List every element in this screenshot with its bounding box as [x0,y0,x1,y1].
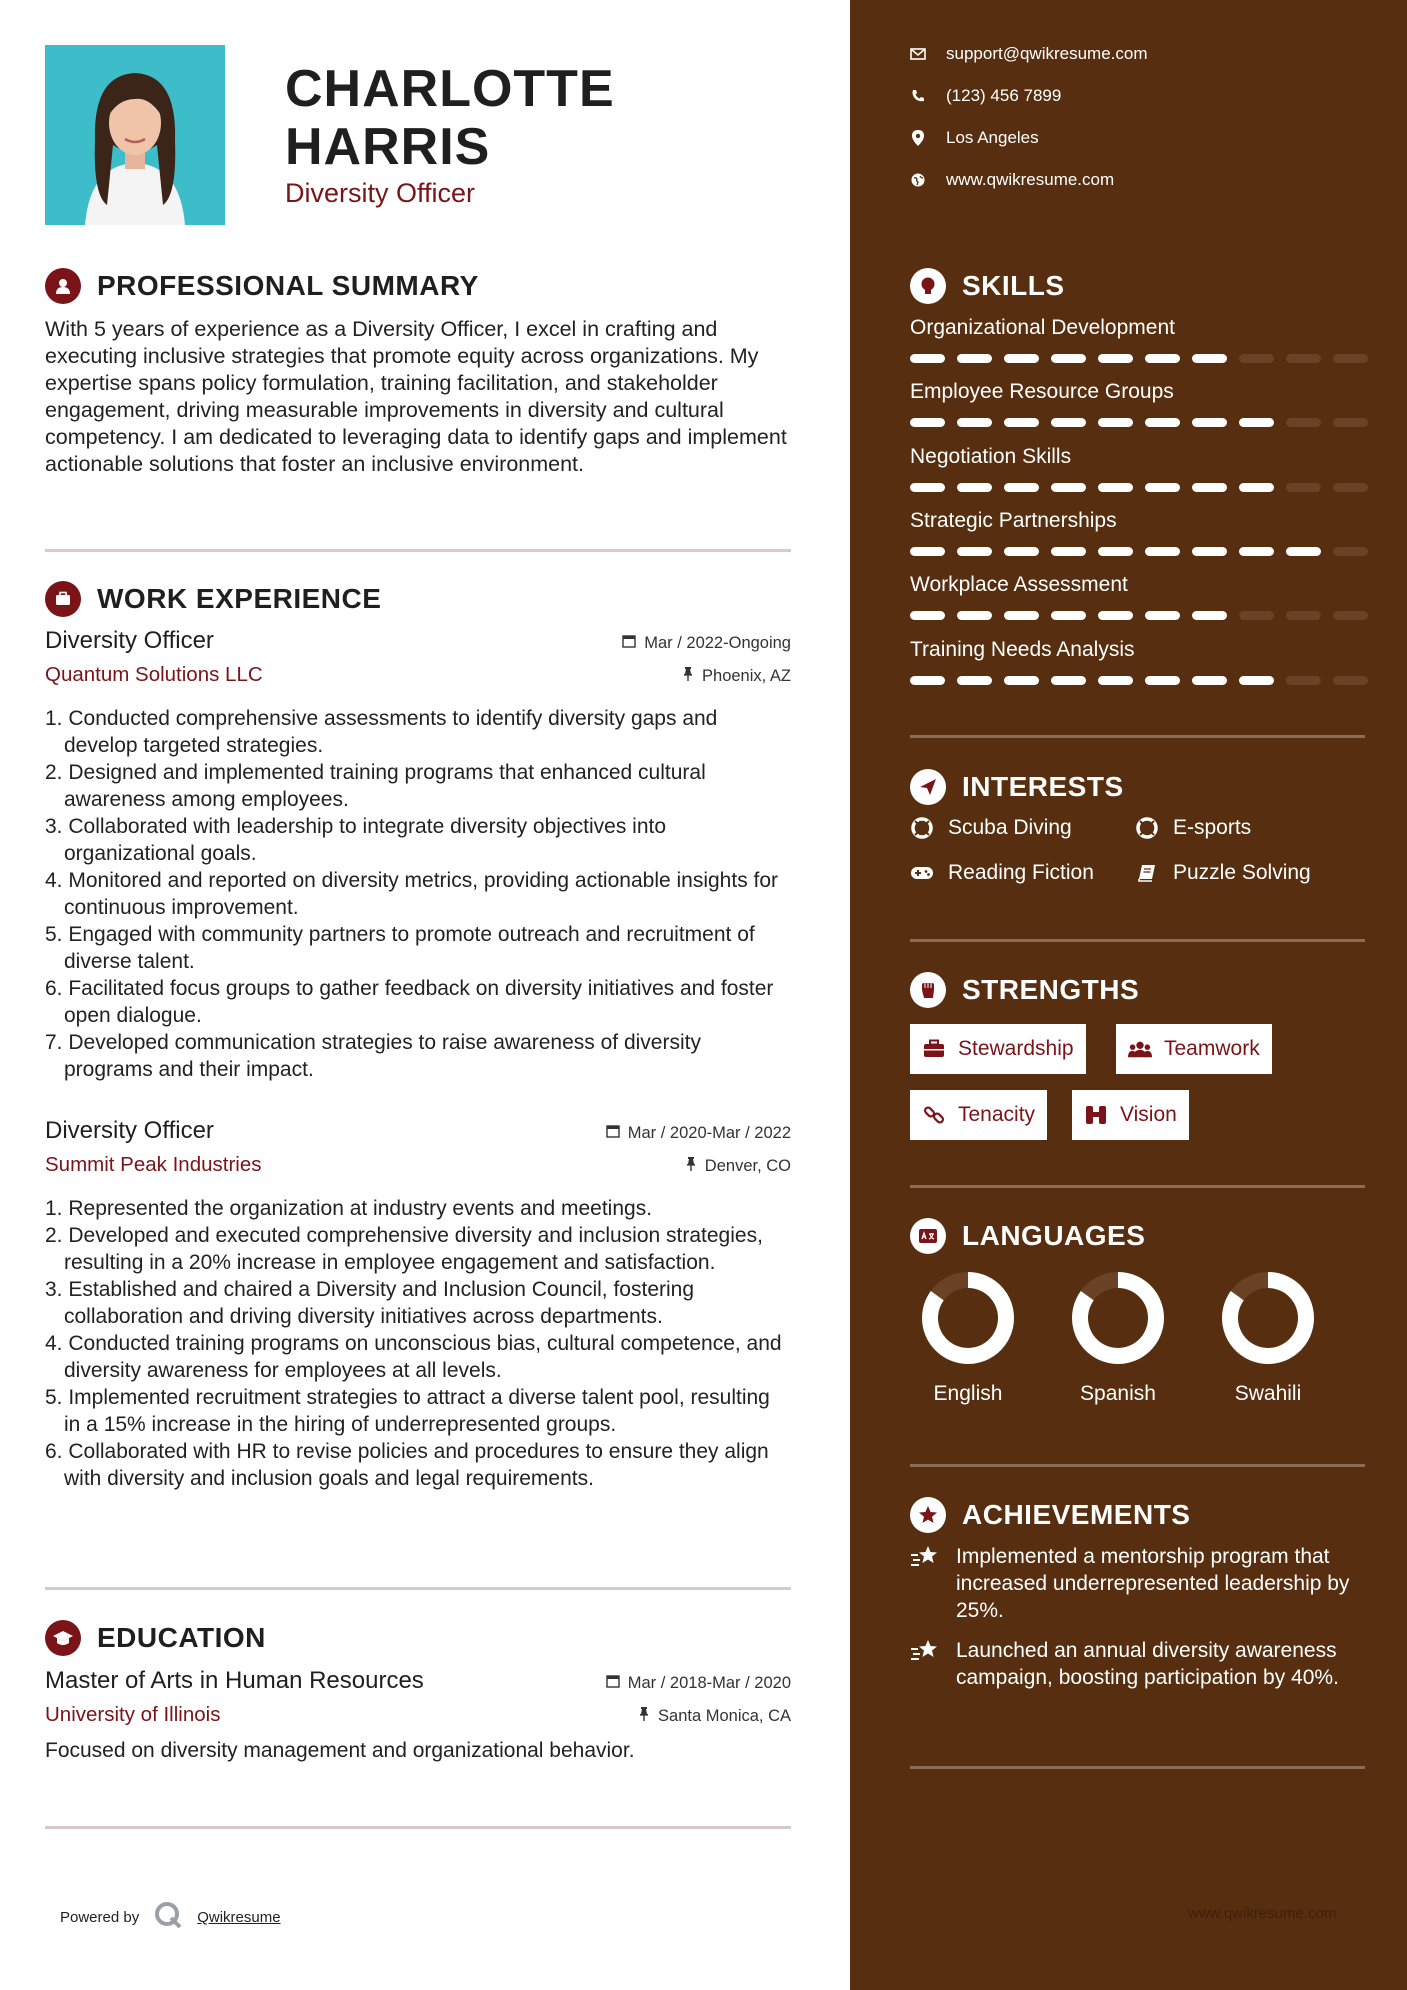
education-heading [45,1620,266,1656]
job-dates [606,1124,791,1143]
list-item: 5. Implemented recruitment strategies to attract a diverse talent pool, resulting in a 15% increase in the hiring of underrepresented groups. [45,1386,770,1436]
skills-heading [910,268,1065,304]
skill-dot-filled [1192,354,1227,363]
skill-rating [910,676,1370,685]
summary-heading [45,268,479,304]
skill-dot-empty [1333,676,1368,685]
paper-plane-icon [910,769,946,805]
job-location-text: Denver, CO [704,1157,791,1175]
envelope-icon [910,46,926,62]
interests-heading [910,769,1124,805]
skill-dot-filled [1051,676,1086,685]
skill-dot-filled [1004,611,1039,620]
job-dates [622,634,791,653]
lightbulb-icon [910,268,946,304]
skill-dot-filled [1051,483,1086,492]
achievements-title: ACHIEVEMENTS [962,1499,1191,1530]
link-icon [922,1103,946,1127]
phone-text: (123) 456 7899 [946,86,1062,105]
skill-dot-filled [1098,611,1133,620]
skill-name: Negotiation Skills [910,445,1072,468]
calendar-icon [606,1674,620,1693]
contact-phone [910,86,1061,106]
skill-dot-filled [1145,418,1180,427]
skill-dot-filled [910,354,945,363]
language-item [1198,1270,1338,1406]
language-proficiency-ring [1070,1270,1166,1366]
divider [910,1185,1365,1188]
skill-dot-filled [1192,676,1227,685]
skill-rating [910,483,1370,492]
job-location [685,1157,791,1176]
education-dates-text: Mar / 2018-Mar / 2020 [627,1674,791,1692]
skill-dot-filled [1192,418,1227,427]
shooting-star-icon [910,1543,942,1575]
job-bullets [45,1195,791,1492]
skill-dot-filled [957,354,992,363]
job-bullets [45,705,791,1083]
candidate-name [285,60,805,176]
skill-item [910,509,1370,556]
skill-dot-filled [1051,611,1086,620]
list-item: 5. Engaged with community partners to promote outreach and recruitment of diverse talent. [45,923,755,973]
users-icon [1128,1037,1152,1061]
sidebar [850,0,1407,1990]
skill-dot-filled [1098,418,1133,427]
location-text: Los Angeles [946,128,1039,147]
interest-item [910,816,1072,840]
summary-text: With 5 years of experience as a Diversity Officer, I excel in crafting and executing inclusive strategies that promote equity across organizations. My expertise spans policy formulation, training facilitation, and stakeholder engagement, driving measurable improvements in diversity and cultural competency. I am dedicated to leveraging data to identify gaps and implement actionable solutions that foster an inclusive environment. [45,317,787,476]
lifebuoy-icon [1135,816,1159,840]
skill-dot-filled [910,418,945,427]
school: University of Illinois [45,1703,221,1726]
list-item: 2. Developed and executed comprehensive diversity and inclusion strategies, resulting in a 20% increase in employee engagement and satisfaction. [45,1224,763,1274]
interests-title: INTERESTS [962,771,1124,802]
job-company: Quantum Solutions LLC [45,663,263,686]
skill-dot-filled [1192,547,1227,556]
fist-icon [910,972,946,1008]
briefcase-icon [922,1037,946,1061]
language-item [898,1270,1038,1406]
skill-dot-filled [1239,418,1274,427]
skill-dot-filled [1004,676,1039,685]
divider [910,1464,1365,1467]
languages-heading [910,1218,1145,1254]
job-role: Diversity Officer [45,1117,214,1144]
list-item: 6. Collaborated with HR to revise policies and procedures to ensure they align with diversity and inclusion goals and legal requirements. [45,1440,769,1490]
briefcase-icon [45,581,81,617]
languages-title: LANGUAGES [962,1220,1146,1251]
website-text[interactable]: www.qwikresume.com [946,170,1115,189]
strength-label: Stewardship [958,1037,1074,1060]
skill-dot-filled [957,611,992,620]
skill-name: Organizational Development [910,316,1175,339]
skill-dot-empty [1239,354,1274,363]
powered-by-text: Powered by [60,1909,140,1926]
language-item [1048,1270,1188,1406]
list-item: 3. Collaborated with leadership to integrate diversity objectives into organizational goals. [45,815,667,865]
skill-item [910,638,1370,685]
skill-dot-filled [910,676,945,685]
experience-heading [45,581,381,617]
calendar-icon [622,634,636,653]
job-dates-text: Mar / 2022-Ongoing [644,634,791,652]
skill-dot-filled [1239,676,1274,685]
user-icon [45,268,81,304]
skill-dot-filled [1004,354,1039,363]
list-item: 4. Monitored and reported on diversity metrics, providing actionable insights for continuous improvement. [45,869,779,919]
list-item: 1. Represented the organization at industry events and meetings. [45,1197,653,1220]
job-location [682,667,791,686]
list-item: 1. Conducted comprehensive assessments to identify diversity gaps and develop targeted strategies. [45,707,718,757]
experience-title: WORK EXPERIENCE [97,583,382,614]
education-description: Focused on diversity management and organizational behavior. [45,1739,635,1762]
achievements-heading [910,1497,1190,1533]
job-title: Diversity Officer [285,178,476,208]
qwikresume-link[interactable]: Qwikresume [197,1909,281,1926]
strengths-title: STRENGTHS [962,974,1140,1005]
phone-icon [910,88,926,104]
book-icon [1135,861,1159,885]
skill-dot-filled [1145,483,1180,492]
list-item: 4. Conducted training programs on unconscious bias, cultural competence, and diversity awareness for employees at all levels. [45,1332,782,1382]
lifebuoy-icon [910,816,934,840]
skill-dot-filled [1004,547,1039,556]
skill-dot-filled [1145,611,1180,620]
skill-rating [910,611,1370,620]
divider [910,1766,1365,1769]
skill-dot-empty [1286,354,1321,363]
skill-dot-empty [1239,611,1274,620]
star-badge-icon [910,1497,946,1533]
job-role: Diversity Officer [45,627,214,654]
skill-dot-filled [1004,418,1039,427]
profile-photo [45,45,225,225]
achievement-item [910,1543,1365,1624]
interest-label: Reading Fiction [948,861,1094,884]
contact-location [910,128,1039,148]
footer-site[interactable]: www.qwikresume.com [1188,1905,1337,1922]
skill-dot-filled [1098,483,1133,492]
skill-dot-empty [1333,483,1368,492]
education-dates [606,1674,791,1693]
list-item: 2. Designed and implemented training programs that enhanced cultural awareness among employees. [45,761,706,811]
language-proficiency-ring [1220,1270,1316,1366]
education-location [638,1707,791,1726]
interest-label: Scuba Diving [948,816,1072,839]
divider [45,549,791,552]
skill-dot-filled [957,676,992,685]
language-name: Spanish [1080,1382,1156,1405]
skill-dot-filled [957,547,992,556]
skill-dot-filled [1051,354,1086,363]
skills-title: SKILLS [962,270,1065,301]
strengths-heading [910,972,1139,1008]
achievement-text: Launched an annual diversity awareness campaign, boosting participation by 40%. [956,1639,1339,1689]
list-item: 7. Developed communication strategies to raise awareness of diversity programs and their impact. [45,1031,701,1081]
list-item: 3. Established and chaired a Diversity and Inclusion Council, fostering collaboration and driving diversity initiatives across departments. [45,1278,695,1328]
education-entry [45,1667,791,1763]
skill-item [910,380,1370,427]
job-company: Summit Peak Industries [45,1153,262,1176]
skill-dot-empty [1286,611,1321,620]
summary-title: PROFESSIONAL SUMMARY [97,270,479,301]
job-entry [45,627,791,1083]
name-first: CHARLOTTE [285,60,615,118]
skill-dot-filled [1145,547,1180,556]
qwikresume-logo-icon [153,1900,183,1935]
calendar-icon [606,1124,620,1143]
strength-badge [910,1090,1047,1140]
skill-dot-filled [910,611,945,620]
skill-name: Employee Resource Groups [910,380,1174,403]
binoculars-icon [1084,1103,1108,1127]
contact-email [910,44,1148,64]
skill-dot-filled [1286,547,1321,556]
skill-item [910,445,1370,492]
email-text[interactable]: support@qwikresume.com [946,44,1148,63]
divider [910,939,1365,942]
skill-name: Workplace Assessment [910,573,1128,596]
job-entry [45,1117,791,1492]
language-name: Swahili [1234,1382,1302,1405]
footer-powered [60,1900,281,1935]
strength-badge [1116,1024,1272,1074]
job-location-text: Phoenix, AZ [702,667,791,685]
education-title: EDUCATION [97,1622,266,1653]
skill-rating [910,418,1370,427]
skill-dot-empty [1286,676,1321,685]
language-name: English [933,1382,1003,1405]
skill-dot-filled [1239,547,1274,556]
interest-item [910,861,1094,885]
skill-dot-filled [1098,547,1133,556]
skill-rating [910,547,1370,556]
skill-dot-filled [1098,676,1133,685]
skill-dot-empty [1286,483,1321,492]
gamepad-icon [910,861,934,885]
interest-label: Puzzle Solving [1173,861,1311,884]
skill-dot-empty [1333,547,1368,556]
job-dates-text: Mar / 2020-Mar / 2022 [627,1124,791,1142]
skill-dot-filled [1239,483,1274,492]
skill-item [910,316,1370,363]
pin-icon [685,1157,697,1176]
skill-dot-filled [1145,354,1180,363]
skill-dot-filled [1192,483,1227,492]
skill-dot-filled [1192,611,1227,620]
globe-icon [910,172,926,188]
skill-item [910,573,1370,620]
skill-dot-filled [910,547,945,556]
contact-website [910,170,1114,190]
skill-dot-filled [1098,354,1133,363]
divider [910,735,1365,738]
skill-dot-empty [1333,418,1368,427]
skill-name: Strategic Partnerships [910,509,1117,532]
language-icon [910,1218,946,1254]
skill-dot-empty [1333,611,1368,620]
interest-item [1135,816,1251,840]
strength-label: Vision [1120,1103,1177,1126]
skill-dot-filled [1051,418,1086,427]
skill-dot-filled [1004,483,1039,492]
pin-icon [682,667,694,686]
divider [45,1826,791,1829]
skill-rating [910,354,1370,363]
name-last: HARRIS [285,118,491,176]
achievement-text: Implemented a mentorship program that increased underrepresented leadership by 25%. [956,1545,1350,1622]
interest-item [1135,861,1311,885]
skill-dot-filled [910,483,945,492]
strength-label: Tenacity [958,1103,1036,1126]
education-location-text: Santa Monica, CA [658,1707,791,1725]
skill-dot-filled [957,418,992,427]
degree: Master of Arts in Human Resources [45,1667,424,1694]
strength-badge [1072,1090,1189,1140]
shooting-star-icon [910,1637,942,1669]
graduation-cap-icon [45,1620,81,1656]
strength-badge [910,1024,1086,1074]
skill-dot-empty [1333,354,1368,363]
skill-name: Training Needs Analysis [910,638,1135,661]
interest-label: E-sports [1173,816,1252,839]
strength-label: Teamwork [1164,1037,1260,1060]
map-pin-icon [910,130,926,146]
skill-dot-filled [957,483,992,492]
language-proficiency-ring [920,1270,1016,1366]
skill-dot-filled [1051,547,1086,556]
achievement-item [910,1637,1365,1691]
skill-dot-empty [1286,418,1321,427]
skill-dot-filled [1145,676,1180,685]
pin-icon [638,1707,650,1726]
list-item: 6. Facilitated focus groups to gather feedback on diversity initiatives and foster open dialogue. [45,977,774,1027]
divider [45,1587,791,1590]
